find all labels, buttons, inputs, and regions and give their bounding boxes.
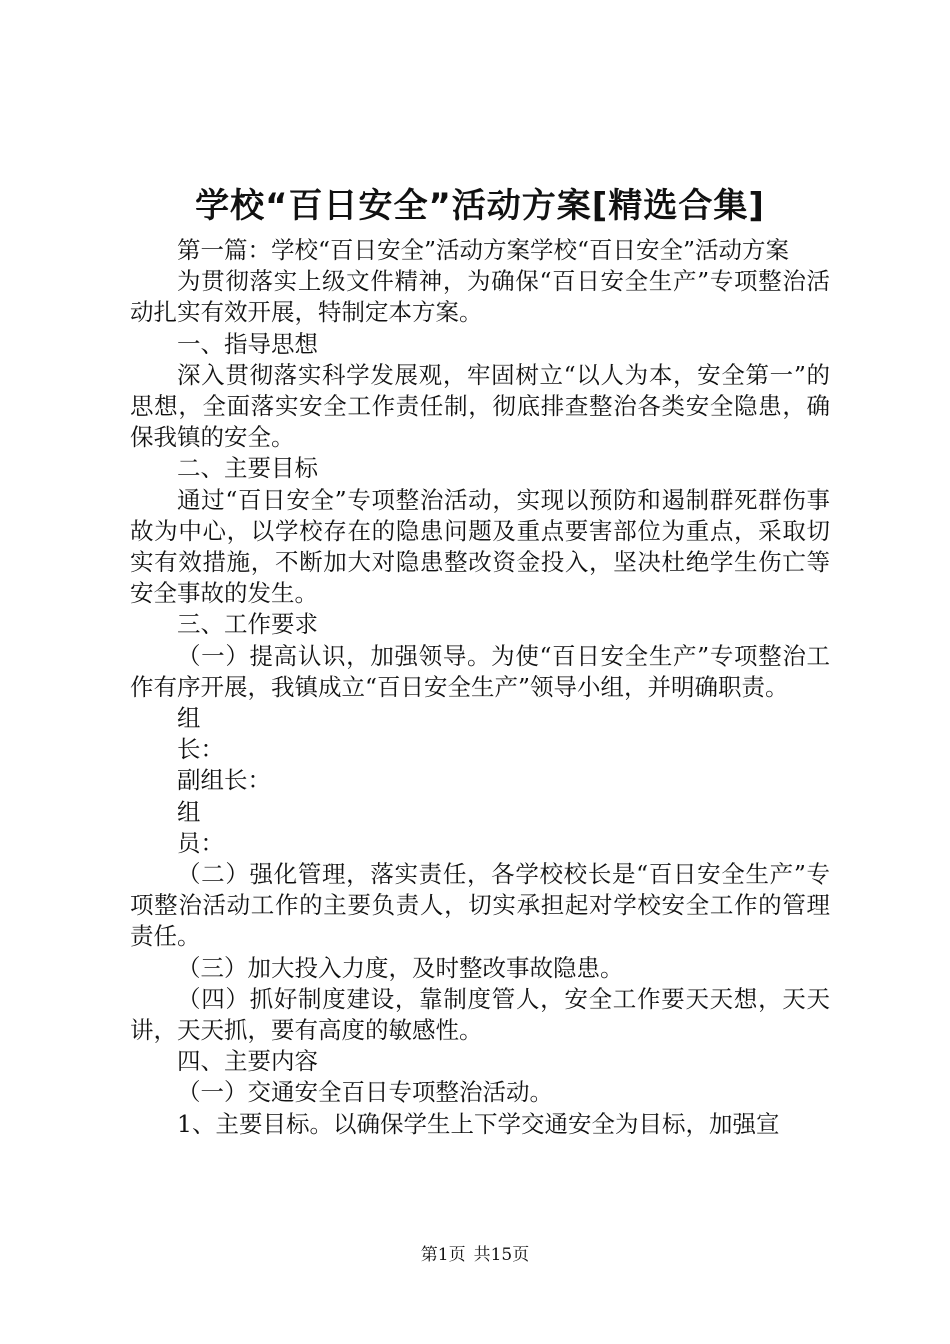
paragraph: （一）提高认识，加强领导。为使“百日安全生产”专项整治工作有序开展，我镇成立“百日安全生产”领导小组，并明确职责。 xyxy=(130,641,830,701)
document-body xyxy=(130,235,830,1140)
document-title: 学校“百日安全”活动方案[精选合集] xyxy=(195,186,765,226)
roster-line: 员： xyxy=(177,828,224,857)
paragraph: 深入贯彻落实科学发展观，牢固树立“以人为本，安全第一”的思想，全面落实安全工作责任制，彻底排查整治各类安全隐患，确保我镇的安全。 xyxy=(130,360,830,452)
section-heading: 一、指导思想 xyxy=(177,329,318,358)
roster-line: 副组长： xyxy=(177,766,271,795)
paragraph: （三）加大投入力度，及时整改事故隐患。 xyxy=(177,953,624,982)
paragraph: （一）交通安全百日专项整治活动。 xyxy=(177,1078,553,1107)
paragraph: 为贯彻落实上级文件精神，为确保“百日安全生产”专项整治活动扎实有效开展，特制定本方案。 xyxy=(130,267,830,327)
page-total: 共15页 xyxy=(473,1245,530,1265)
paragraph: （二）强化管理，落实责任，各学校校长是“百日安全生产”专项整治活动工作的主要负责人，切实承担起对学校安全工作的管理责任。 xyxy=(130,860,830,951)
roster-line: 组 xyxy=(177,704,201,733)
page-number: 第1页 xyxy=(420,1245,466,1265)
roster-line: 组 xyxy=(177,797,201,826)
section-heading: 三、工作要求 xyxy=(177,610,318,639)
section-heading: 二、主要目标 xyxy=(177,454,318,483)
paragraph: 通过“百日安全”专项整治活动，实现以预防和遏制群死群伤事故为中心，以学校存在的隐患问题及重点要害部位为重点，采取切实有效措施，不断加大对隐患整改资金投入，坚决杜绝学生伤亡等安全事故的发生。 xyxy=(130,485,830,608)
section-heading: 四、主要内容 xyxy=(177,1047,318,1076)
paragraph: （四）抓好制度建设，靠制度管人，安全工作要天天想，天天讲，天天抓，要有高度的敏感性。 xyxy=(130,984,830,1045)
roster-line: 长： xyxy=(177,735,224,764)
paragraph: 1、主要目标。以确保学生上下学交通安全为目标，加强宣 xyxy=(177,1109,780,1138)
paragraph: 第一篇：学校“百日安全”活动方案学校“百日安全”活动方案 xyxy=(177,236,790,264)
page-footer xyxy=(0,1244,950,1266)
